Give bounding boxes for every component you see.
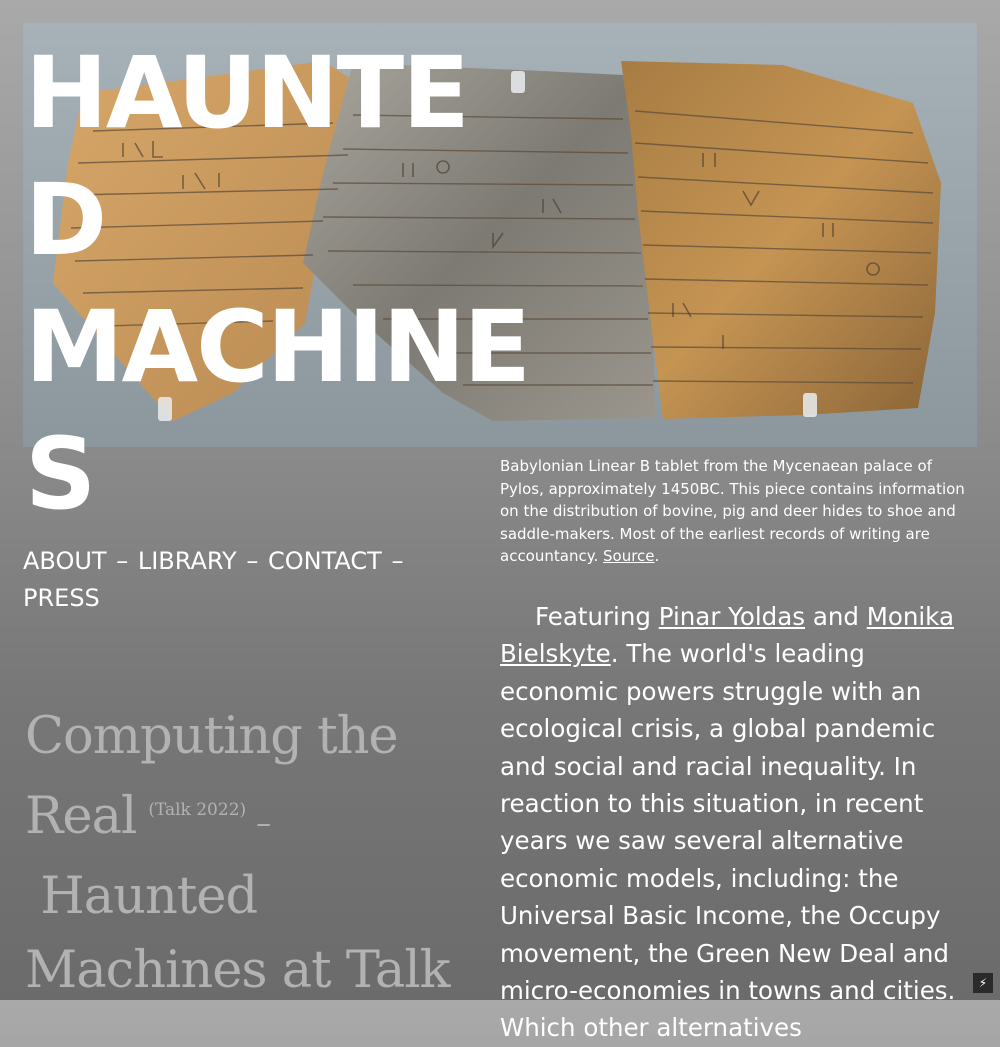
body-and: and <box>812 602 859 631</box>
nav-separator: – <box>391 547 404 575</box>
main-nav <box>23 543 443 617</box>
body-text: . The world's leading economic powers struggle with an ecological crisis, a global pandemic and social and racial inequality. In reaction to this situation, in recent years we saw several alternative economic models, including: the Universal Basic Income, the Occupy movement, the Green New Deal and micro-economies in towns and cities. Which other alternatives <box>500 639 956 1043</box>
talk-title-dash: – <box>256 805 271 841</box>
corner-badge[interactable] <box>973 973 993 993</box>
nav-item-library[interactable]: LIBRARY <box>137 547 237 575</box>
nav-separator: – <box>116 547 129 575</box>
nav-item-about[interactable]: ABOUT <box>23 547 107 575</box>
person-link-monika-bielskyte[interactable]: Monika Bielskyte <box>500 602 954 669</box>
image-caption <box>500 455 975 568</box>
caption-end: . <box>654 547 660 565</box>
person-link-pinar-yoldas[interactable]: Pinar Yoldas <box>658 602 806 631</box>
article-body <box>500 598 978 1047</box>
nav-item-press[interactable]: PRESS <box>23 584 100 612</box>
talk-title <box>25 700 465 1007</box>
talk-title-part2: Haunted Machines at Talk <box>25 867 450 1000</box>
site-title[interactable] <box>25 30 529 538</box>
nav-item-contact[interactable]: CONTACT <box>267 547 382 575</box>
nav-separator: – <box>246 547 259 575</box>
talk-title-part1: Computing the Real <box>25 707 398 846</box>
talk-year-label: (Talk 2022) <box>148 799 247 820</box>
body-intro: Featuring <box>535 602 651 631</box>
site-title-line-3: MACHINE <box>25 290 529 405</box>
caption-text: Babylonian Linear B tablet from the Mycenaean palace of Pylos, approximately 1450BC. This piece contains information on the distribution of bovine, pig and deer hides to shoe and saddle-makers. Most of the earliest records of writing are accountancy. <box>500 457 965 565</box>
site-title-line-1: HAUNTE <box>25 36 468 151</box>
caption-source-link[interactable]: Source <box>603 547 655 565</box>
lightning-icon: ⚡ <box>978 976 988 990</box>
site-title-line-2: D <box>25 163 106 278</box>
site-title-line-4: S <box>25 417 95 532</box>
article-paragraph <box>500 598 978 1047</box>
